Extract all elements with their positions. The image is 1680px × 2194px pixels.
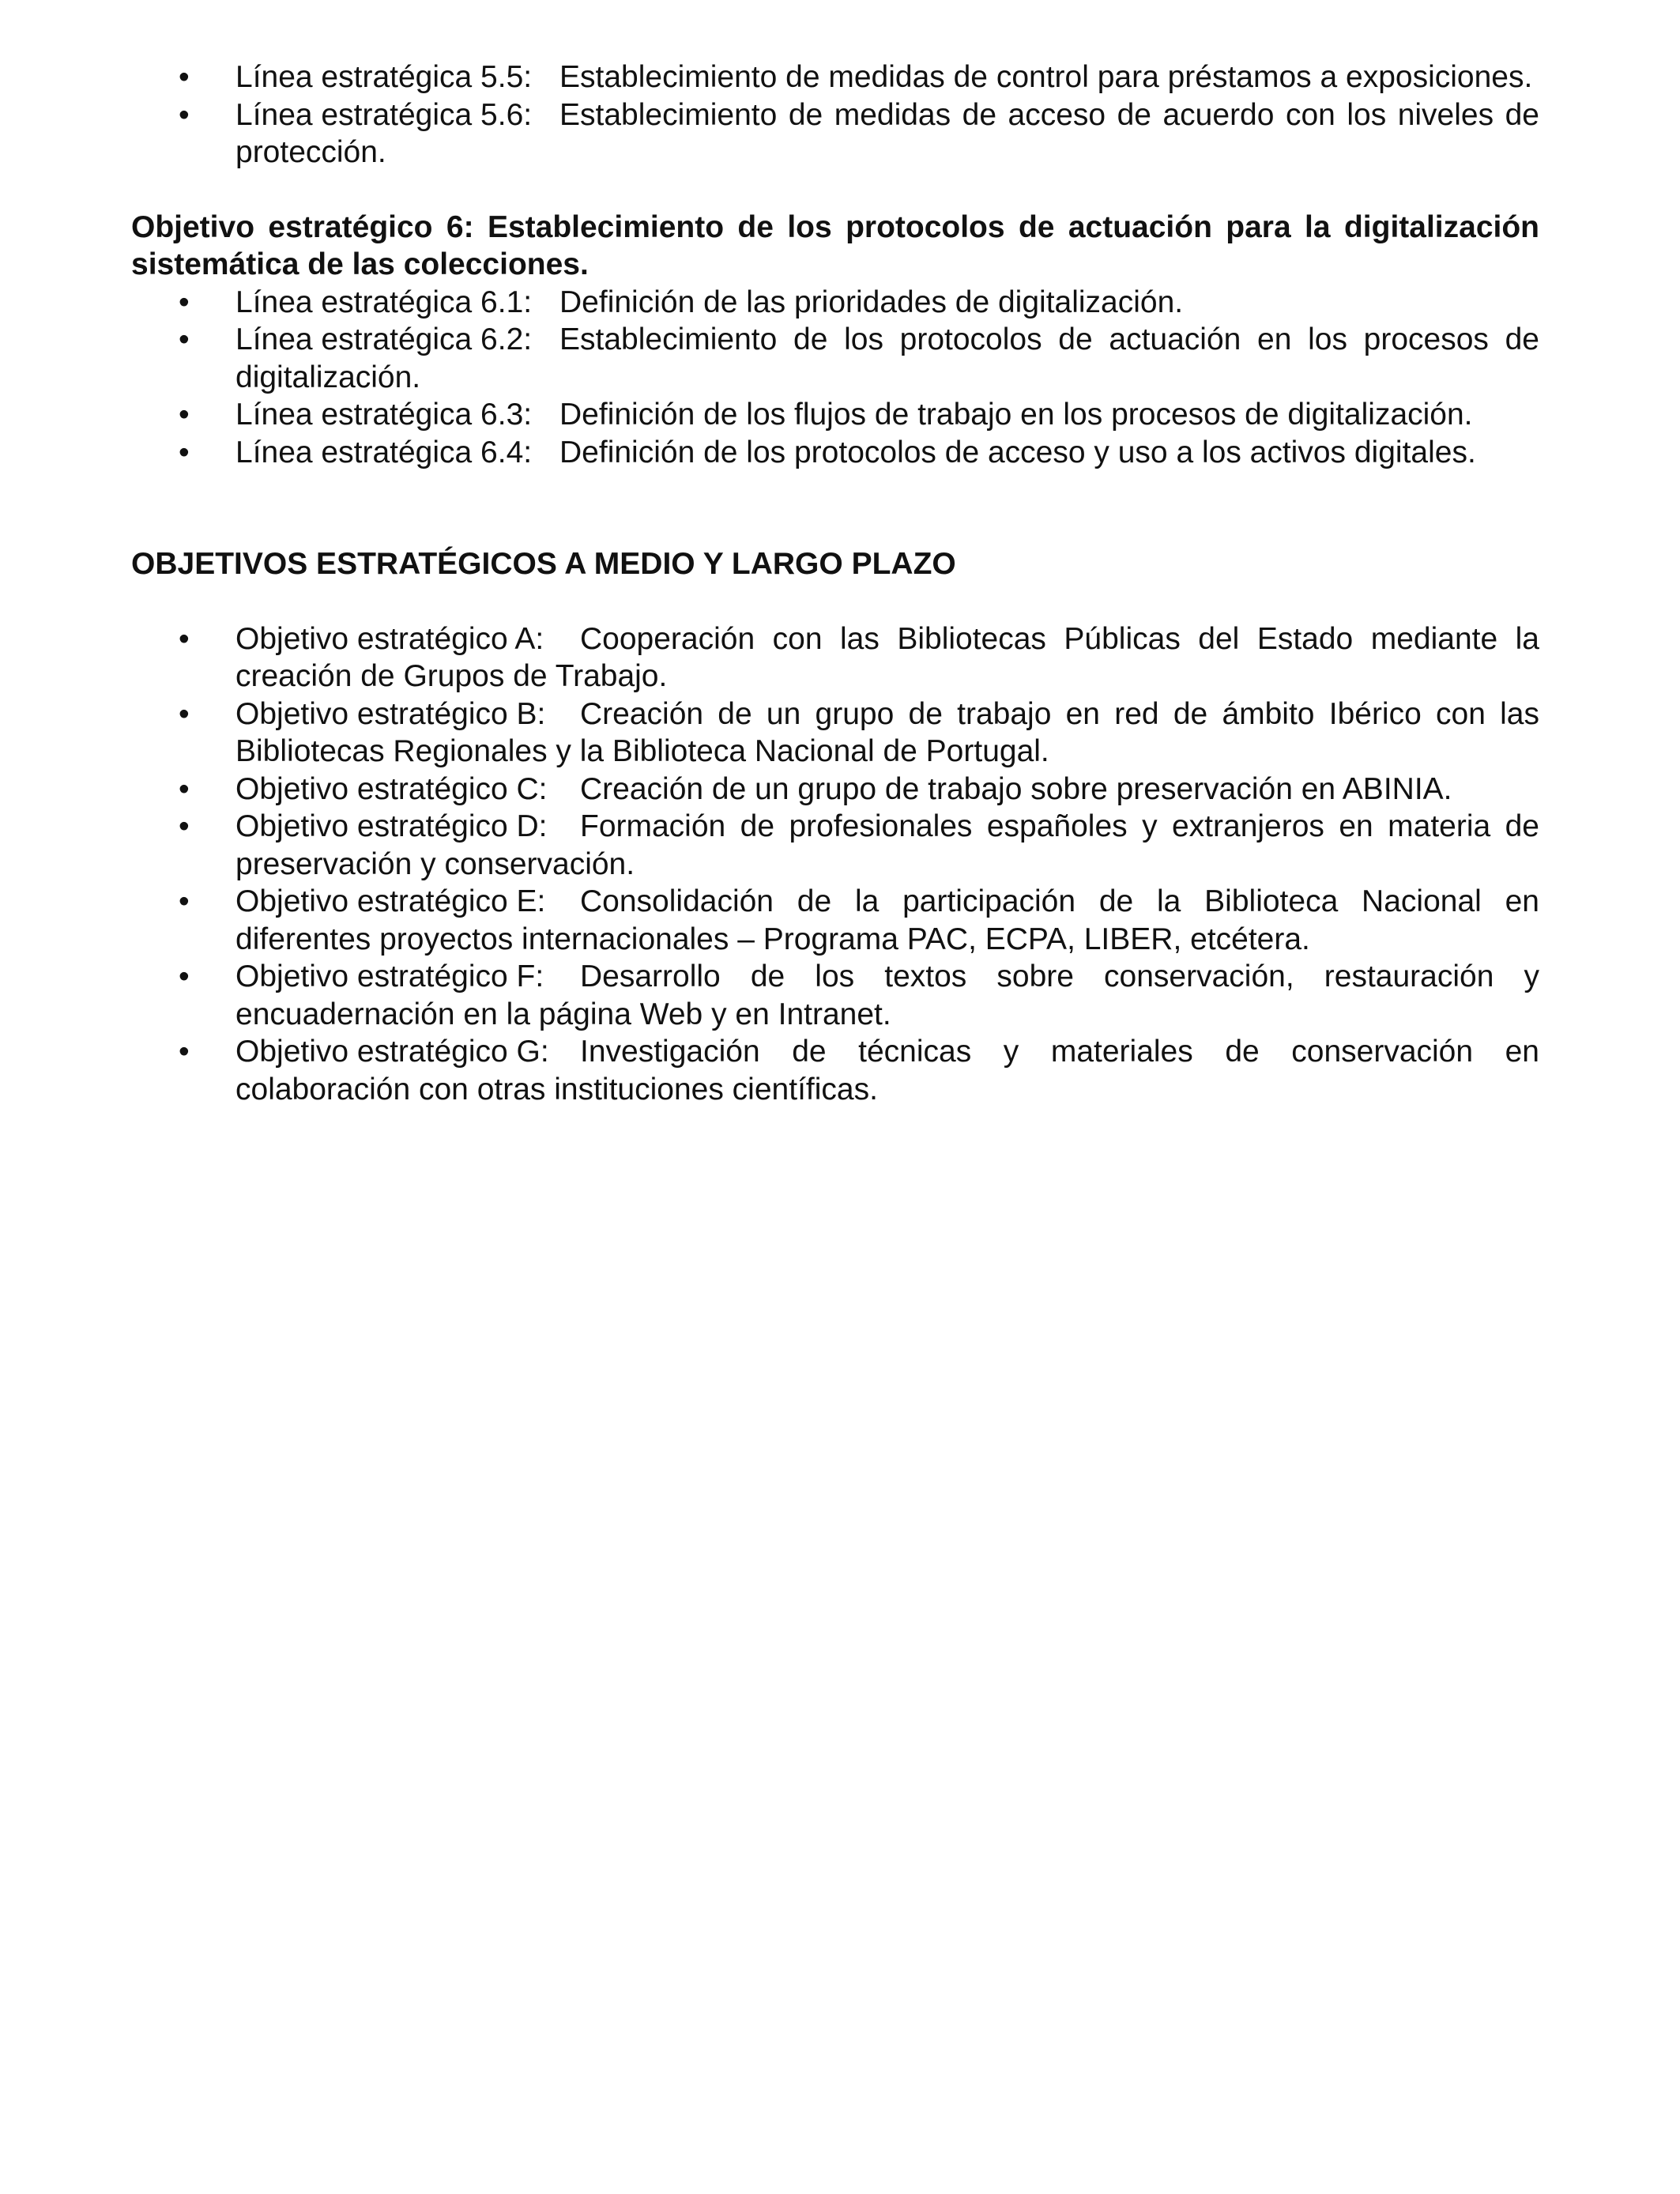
objective-text: Cooperación con las Bibliotecas Públicas del Estado mediante la creación de Grupos de Trabajo. bbox=[235, 621, 1539, 693]
objective-text: Formación de profesionales españoles y extranjeros en materia de preservación y conservación. bbox=[235, 809, 1539, 881]
list-item bbox=[131, 771, 1539, 809]
line-text: Establecimiento de medidas de acceso de acuerdo con los niveles de protección. bbox=[235, 97, 1539, 169]
objective-text: Creación de un grupo de trabajo en red de ámbito Ibérico con las Bibliotecas Regionales y la Biblioteca Nacional de Portugal. bbox=[235, 696, 1539, 768]
objective-label: Objetivo estratégico C: bbox=[235, 771, 548, 806]
long-term-section-title: OBJETIVOS ESTRATÉGICOS A MEDIO Y LARGO PLAZO bbox=[131, 547, 956, 581]
strategic-lines-6-list bbox=[131, 284, 1539, 472]
list-item bbox=[131, 58, 1539, 96]
list-item bbox=[131, 434, 1539, 472]
list-item bbox=[131, 620, 1539, 696]
line-text: Establecimiento de medidas de control para préstamos a exposiciones. bbox=[559, 60, 1533, 94]
list-item bbox=[131, 883, 1539, 958]
objective-text: Consolidación de la participación de la Biblioteca Nacional en diferentes proyectos internacionales – Programa PAC, ECPA, LIBER, etcétera. bbox=[235, 884, 1539, 956]
document-page bbox=[131, 58, 1539, 1108]
line-text: Definición de los protocolos de acceso y uso a los activos digitales. bbox=[559, 435, 1476, 469]
objective-label: Objetivo estratégico E: bbox=[235, 884, 546, 918]
list-item bbox=[131, 1033, 1539, 1108]
line-text: Definición de los flujos de trabajo en los procesos de digitalización. bbox=[559, 398, 1473, 432]
line-label: Línea estratégica 5.5: bbox=[235, 60, 533, 94]
line-label: Línea estratégica 6.2: bbox=[235, 322, 533, 356]
objective-label: Objetivo estratégico A: bbox=[235, 621, 544, 656]
objective-text: Desarrollo de los textos sobre conservación, restauración y encuadernación en la página Web y en Intranet. bbox=[235, 959, 1539, 1031]
list-item bbox=[131, 284, 1539, 322]
objective-6-heading: Objetivo estratégico 6: Establecimiento de los protocolos de actuación para la digitalización sistemática de las colecciones. bbox=[131, 209, 1539, 281]
line-label: Línea estratégica 5.6: bbox=[235, 97, 533, 132]
objective-label: Objetivo estratégico F: bbox=[235, 959, 544, 993]
line-text: Definición de las prioridades de digitalización. bbox=[559, 285, 1184, 319]
objective-text: Investigación de técnicas y materiales de conservación en colaboración con otras instituciones científicas. bbox=[235, 1035, 1539, 1106]
objective-text: Creación de un grupo de trabajo sobre preservación en ABINIA. bbox=[580, 771, 1452, 806]
line-label: Línea estratégica 6.3: bbox=[235, 398, 533, 432]
list-item bbox=[131, 808, 1539, 883]
list-item bbox=[131, 396, 1539, 434]
line-label: Línea estratégica 6.4: bbox=[235, 435, 533, 469]
line-label: Línea estratégica 6.1: bbox=[235, 285, 533, 319]
long-term-objectives-list bbox=[131, 620, 1539, 1109]
list-item bbox=[131, 321, 1539, 396]
strategic-lines-5-list bbox=[131, 58, 1539, 172]
list-item bbox=[131, 96, 1539, 172]
line-text: Establecimiento de los protocolos de actuación en los procesos de digitalización. bbox=[235, 322, 1539, 394]
objective-label: Objetivo estratégico G: bbox=[235, 1035, 549, 1069]
list-item bbox=[131, 958, 1539, 1033]
objective-label: Objetivo estratégico B: bbox=[235, 696, 546, 731]
list-item bbox=[131, 696, 1539, 771]
objective-label: Objetivo estratégico D: bbox=[235, 809, 548, 843]
